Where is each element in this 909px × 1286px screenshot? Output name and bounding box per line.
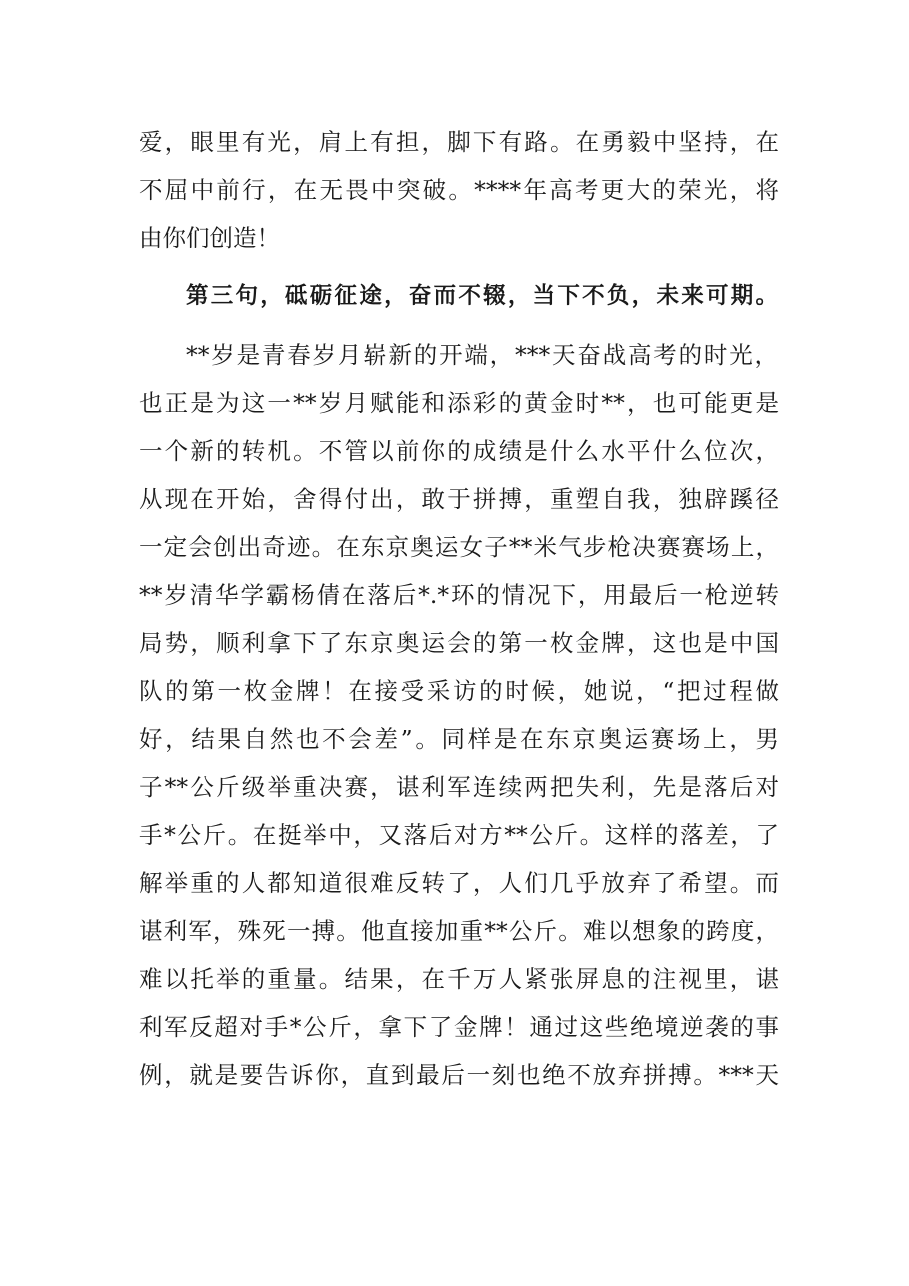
paragraph-2-line-2: 也正是为这一**岁月赋能和添彩的黄金时**，也可能更是 (139, 389, 779, 417)
paragraph-2-line-16: 例，就是要告诉你，直到最后一刻也绝不放弃拼搏。***天 (139, 1061, 779, 1089)
paragraph-2-line-5: 一定会创出奇迹。在东京奥运女子**米气步枪决赛赛场上， (139, 533, 779, 561)
paragraph-2-line-14: 难以托举的重量。结果，在千万人紧张屏息的注视里，谌 (139, 965, 779, 993)
paragraph-2-line-13: 谌利军，殊死一搏。他直接加重**公斤。难以想象的跨度， (139, 917, 779, 945)
paragraph-2-line-3: 一个新的转机。不管以前你的成绩是什么水平什么位次， (139, 437, 779, 465)
paragraph-2-line-11: 手*公斤。在挺举中，又落后对方**公斤。这样的落差，了 (139, 821, 779, 849)
paragraph-2-line-6: **岁清华学霸杨倩在落后*.*环的情况下，用最后一枪逆转 (139, 581, 779, 609)
paragraph-2-line-10: 子**公斤级举重决赛，谌利军连续两把失利，先是落后对 (139, 773, 779, 801)
paragraph-2-line-12: 解举重的人都知道很难反转了，人们几乎放弃了希望。而 (139, 869, 779, 897)
paragraph-2-line-1: **岁是青春岁月崭新的开端，***天奋战高考的时光， (186, 341, 778, 369)
paragraph-2-line-15: 利军反超对手*公斤，拿下了金牌！通过这些绝境逆袭的事 (139, 1013, 779, 1041)
paragraph-2-line-9: 好，结果自然也不会差”。同样是在东京奥运赛场上，男 (139, 725, 779, 753)
paragraph-1-line-1: 爱，眼里有光，肩上有担，脚下有路。在勇毅中坚持，在 (139, 128, 779, 156)
paragraph-1-line-2: 不屈中前行，在无畏中突破。****年高考更大的荣光，将 (139, 176, 779, 204)
paragraph-2-line-7: 局势，顺利拿下了东京奥运会的第一枚金牌，这也是中国 (139, 629, 779, 657)
paragraph-2-line-8: 队的第一枚金牌！在接受采访的时候，她说，“把过程做 (139, 677, 779, 705)
paragraph-2-line-4: 从现在开始，舍得付出，敢于拼搏，重塑自我，独辟蹊径 (139, 485, 779, 513)
section-heading: 第三句，砥砺征途，奋而不辍，当下不负，未来可期。 (186, 283, 778, 309)
paragraph-1-line-3: 由你们创造！ (139, 224, 280, 252)
